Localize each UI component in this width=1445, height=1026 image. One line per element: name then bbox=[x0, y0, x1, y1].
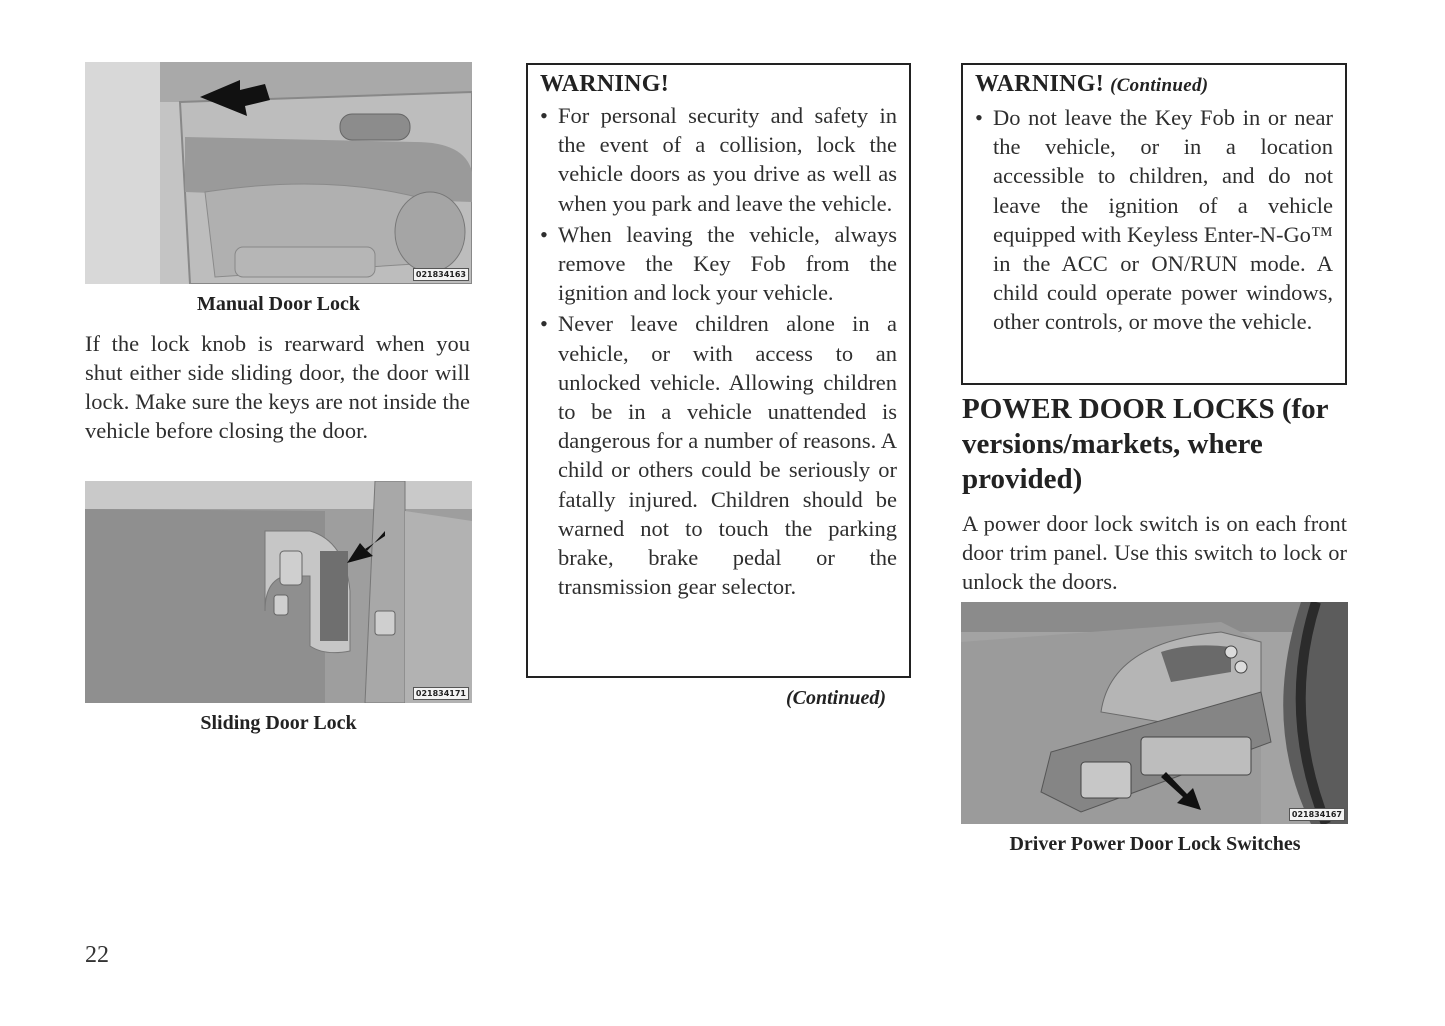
warning-title-text: WARNING! bbox=[975, 71, 1105, 97]
manual-door-lock-image bbox=[85, 62, 472, 284]
figure-caption-driver-power-door-lock-switches: Driver Power Door Lock Switches bbox=[1009, 833, 1301, 855]
figure-caption-sliding-door-lock: Sliding Door Lock bbox=[200, 712, 357, 734]
power-door-lock-paragraph: A power door lock switch is on each front door trim panel. Use this switch to lock or unlock the doors. bbox=[962, 511, 1347, 594]
warning-item: • For personal security and safety in the event of a collision, lock the vehicle doors as you drive as well as when you park and leave the vehicle. bbox=[540, 101, 897, 218]
figure-code: 021834163 bbox=[413, 268, 469, 281]
sliding-door-paragraph: If the lock knob is rearward when you shut either side sliding door, the door will lock. Make sure the keys are not inside the vehicle before closing the door. bbox=[85, 331, 470, 443]
warning-item: • Do not leave the Key Fob in or near the vehicle, or in a location accessible to children, and do not leave the ignition of a vehicle equipped with Keyless Enter-N-Go™ in the ACC or ON/RUN mode. A child could operate power windows, other controls, or move the vehicle. bbox=[975, 103, 1333, 337]
warning-list bbox=[540, 101, 897, 601]
warning-continued-label: (Continued) bbox=[1110, 75, 1209, 96]
page-number: 22 bbox=[85, 942, 109, 968]
driver-power-door-lock-image bbox=[961, 602, 1348, 824]
figure-code: 021834167 bbox=[1289, 808, 1345, 821]
warning-title-text: WARNING! bbox=[540, 71, 670, 97]
warning-box-key-fob bbox=[961, 63, 1347, 385]
warning-item: • Never leave children alone in a vehicle, or with access to an unlocked vehicle. Allowing children to be in a vehicle unattended is dangerous for a number of reasons. A child or others could be seriously or fatally injured. Children should be warned not to touch the parking brake, brake pedal or the transmission gear selector. bbox=[540, 309, 897, 601]
continued-note: (Continued) bbox=[786, 687, 887, 709]
sliding-door-lock-image bbox=[85, 481, 472, 703]
warning-item: • When leaving the vehicle, always remove the Key Fob from the ignition and lock your vehicle. bbox=[540, 220, 897, 308]
figure-code: 021834171 bbox=[413, 687, 469, 700]
warning-list bbox=[975, 103, 1333, 337]
warning-box-personal-security bbox=[526, 63, 911, 678]
section-heading-power-door-locks: POWER DOOR LOCKS (for versions/markets, where provided) bbox=[962, 393, 1328, 495]
warning-title bbox=[540, 69, 897, 99]
warning-title bbox=[975, 69, 1333, 101]
figure-caption-manual-door-lock: Manual Door Lock bbox=[197, 293, 360, 315]
